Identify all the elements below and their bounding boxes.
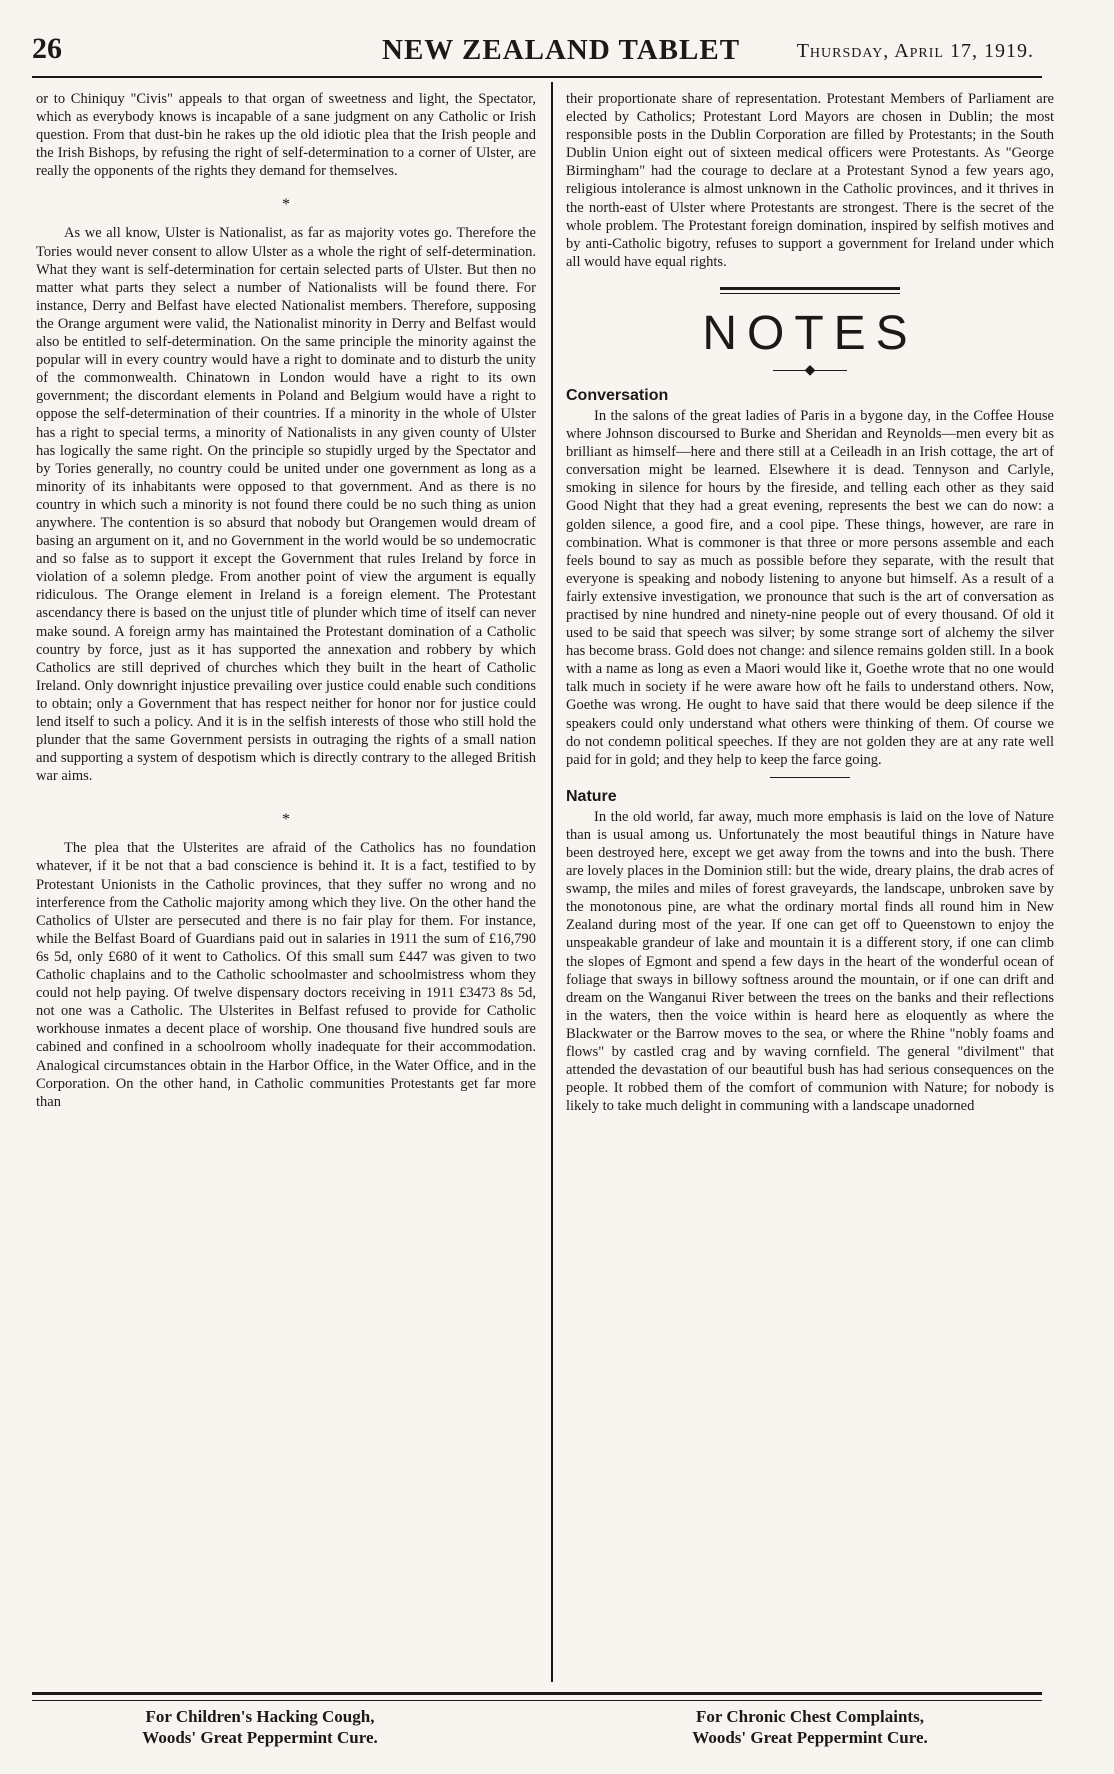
footer-rule	[32, 1692, 1042, 1701]
section-star: *	[282, 196, 290, 214]
notes-ornament	[566, 363, 1054, 379]
advert-line: Woods' Great Peppermint Cure.	[692, 1728, 928, 1747]
footer-advert-left	[60, 1706, 460, 1748]
note-divider	[770, 777, 850, 778]
left-column	[36, 90, 536, 1111]
nature-heading: Nature	[566, 787, 617, 805]
advert-line: Woods' Great Peppermint Cure.	[142, 1728, 378, 1747]
article-paragraph: or to Chiniquy "Civis" appeals to that organ of sweetness and light, the Spectator, which as everybody knows is incapable of a sane judgment on any Catholic or Irish question. From that dust-bin he rakes up the old idiotic plea that the Irish people and the Irish Bishops, by refusing the right of self-determination to a corner of Ulster, are really the opponents of the rights they demand for themselves.	[36, 91, 536, 180]
advert-line: For Chronic Chest Complaints,	[696, 1707, 924, 1726]
conversation-heading: Conversation	[566, 386, 669, 404]
notes-heading: NOTES	[702, 306, 918, 360]
article-paragraph: The plea that the Ulsterites are afraid of the Catholics has no foundation whatever, if it be not that a bad conscience is behind it. It is a fact, testified to by Protestant Unionists in the Catholic provinces, that they suffer no wrong and no interference from the Catholic majority among which they live. On the other hand the Catholics of Ulster are persecuted and there is no fair play for them. For instance, while the Belfast Board of Guardians paid out in salaries in 1911 the sum of £16,790 6s 5d, only £680 of it went to Catholics. Of this small sum £447 was given to two Catholic chaplains and to the Catholic schoolmaster and schoolmistress whom they could not help paying. Of twelve dispensary doctors receiving in 1911 £3473 8s 5d, not one was a Catholic. The Ulsterites in Belfast refused to provide for Catholic workhouse inmates a decent place of worship. One thousand five hundred souls are cabined and confined in a schoolroom wholly inadequate for their accommodation. Analogical circumstances obtain in the Harbor Office, in the Water Office, and in the Corporation. On the other hand, in Catholic communities Protestants get far more than	[36, 840, 536, 1110]
advert-line: For Children's Hacking Cough,	[145, 1707, 375, 1726]
column-divider	[551, 82, 553, 1682]
article-paragraph: their proportionate share of representation. Protestant Members of Parliament are elected by Catholics; Protestant Lord Mayors are chosen in Dublin; the most responsible posts in the Dublin Corporation are filled by Protestants; in the South Dublin Union eight out of sixteen medical officers were Protestants. As "George Birmingham" had the courage to declare at a Protestant Synod a few years ago, religious intolerance is almost unknown in the Catholic provinces, and it thrives in the north-east of Ulster where Protestants are strongest. There is the secret of the whole problem. The Protestant foreign domination, inspired by selfish motives and by anti-Catholic bigotry, refuses to support a government for Ireland under which all would have equal rights.	[566, 91, 1054, 270]
footer-advert-right	[600, 1706, 1020, 1748]
page-number: 26	[32, 32, 62, 65]
paper-title: NEW ZEALAND TABLET	[382, 34, 741, 66]
note-paragraph: In the old world, far away, much more emphasis is laid on the love of Nature than is usual among us. Unfortunately the most beautiful things in Nature have been destroyed here, except we get away from the towns and into the bush. There are lovely places in the Dominion still: but the wide, dreary plains, the drab acres of swamp, the miles and miles of forest graveyards, the landscape, unbroken save by the monotonous pine, are what the ordinary mortal finds all round him in New Zealand during most of the year. If one can get off to Queenstown to enjoy the unspeakable grandeur of lake and mountain it is a different story, if one can climb the slopes of Egmont and spend a few days in the heart of the wonderful ocean of foliage that sways in billowy softness around the mountain, or if one can drift and dream on the Wanganui River between the trees on the banks and their reflections in the waters, then the voice within is heard here as eloquently as where the Blackwater or the Barrow moves to the sea, or where the Rhine "nobly foams and flows" by castled crag and by waving cornfield. The general "divilment" that attended the devastation of our beautiful bush has had serious consequences on the people. It robbed them of the comfort of communion with Nature; for nobody is likely to take much delight in communing with a landscape unadorned	[566, 808, 1054, 1115]
masthead	[32, 24, 1042, 78]
diamond-ornament-icon: ◆	[804, 362, 816, 378]
right-column	[566, 90, 1054, 1115]
article-paragraph: As we all know, Ulster is Nationalist, as far as majority votes go. Therefore the Tories would never consent to allow Ulster as a whole the right of self-determination. What they want is self-determination for certain selected parts of Ulster. But then no matter what parts they select a number of Nationalists will be found there. For instance, Derry and Belfast have elected Nationalist members. Therefore, supposing the Orange argument were valid, the Nationalist minority in Derry and Belfast would also be entitled to self-determination. On the same principle the minority against the popular will in every country would have a right to dominate and to disturb the unity of the commonwealth. Chinatown in London would have a right to its own government; the discordant elements in Poland and Belgium would have a right to oppose the self-determination of their countries. If a minority in the whole of Ulster has a right to special terms, a minority of Nationalists in any given county of Ulster has logically the same right. On the principle so stupidly urged by the Spectator and by Tories generally, no country could be united under one government as long as a minority of its inhabitants were opposed to that government. And as there is no country in which such a minority is not found there could be no such thing as union anywhere. The contention is so absurd that nobody but Orangemen would dream of basing an argument on it, and no Government in the world would be so undemocratic and so false as to support it except the Government that rules Ireland by force in violation of a solemn pledge. From another point of view the argument is equally ridiculous. The Orange element in Ireland is a foreign element. The Protestant ascendancy there is based on the unjust title of plunder which time of itself can never make sound. A foreign army has maintained the Protestant domination of a Catholic country by force, just as it has supported the annexation and robbery by which Catholics are still deprived of churches which they built in the heart of Catholic Ireland. Only downright injustice prevailing over justice could enable such conditions to obtain; only a Government that has respect neither for honor nor for justice could lend itself to such a policy. And it is in the selfish interests of those who still hold the plunder that the same Government persists in outraging the rights of a small nation and supporting a system of despotism which is directly contrary to the alleged British war aims.	[36, 225, 536, 785]
section-star: *	[282, 811, 290, 829]
note-paragraph: In the salons of the great ladies of Paris in a bygone day, in the Coffee House where Johnson discoursed to Burke and Sheridan and Reynolds—men every bit as brilliant as himself—here and there still at a Ceileadh in an Irish cottage, the art of conversation might be learned. Elsewhere it is dead. Tennyson and Carlyle, smoking in silence for hours by the fireside, and telling each other as they said Good Night that they had a great evening, represents the best we can do now: a golden silence, a good fire, and a cool pipe. These things, however, are rare in combination. What is commoner is that three or more persons assemble and each feels bound to say as much as possible before they separate, with the result that everyone is speaking and nobody listening to anyone but himself. As a result of a fairly extensive investigation, we pronounce that such is the art of conversation as practised by nine hundred and ninety-nine people out of every thousand. Of old it used to be said that speech was silver; by some strange sort of alchemy the silver has become brass. Gold does not change: and silence remains golden still. In a book with a name as long as even a Maori would like it, Goethe wrote that no one would talk much in society if he were aware how oft he fails to understand others. Now, Goethe was wrong. He ought to have said that there would be deep silence if the speakers could only understand what others were thinking of them. Of course we do not condemn political speeches. If they are not golden they are at any rate well paid for in gold; and they help to keep the farce going.	[566, 407, 1054, 768]
section-divider	[720, 287, 900, 294]
issue-date: Thursday, April 17, 1919.	[796, 40, 1034, 62]
